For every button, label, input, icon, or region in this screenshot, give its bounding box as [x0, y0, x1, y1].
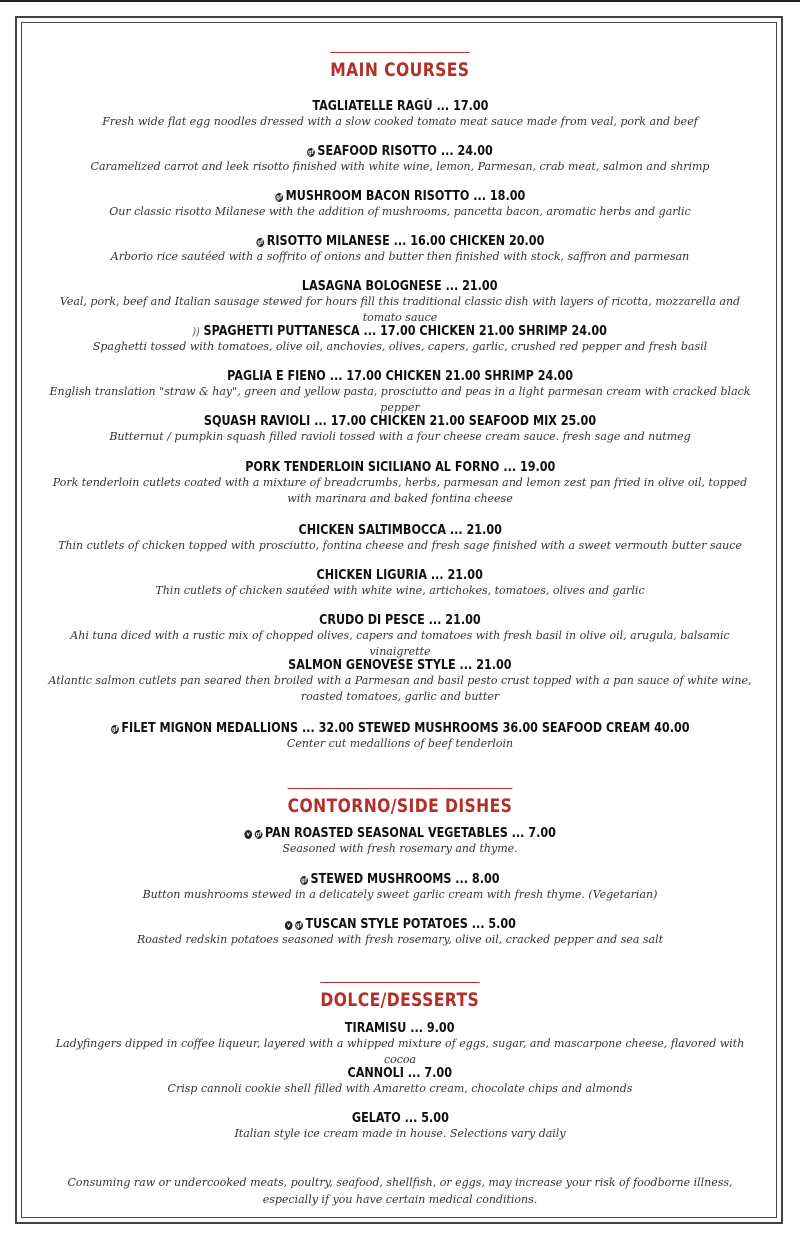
gluten-free-icon: gf — [308, 149, 314, 156]
item-description: Arborio rice sautéed with a soffrito of onions and butter then finished with stock, saffron and parmesan — [110, 250, 690, 263]
menu-item — [22, 320, 778, 355]
menu-item — [22, 140, 778, 175]
gluten-free-icon: gf — [295, 922, 302, 929]
item-description: Spaghetti tossed with tomatoes, olive oil, anchovies, olives, capers, garlic, crushed red pepper and fresh basil — [92, 340, 708, 353]
item-description: Ladyfingers dipped in coffee liqueur, layered with a whipped mixture of eggs, sugar, and mascarpone cheese, flavored with cocoa — [55, 1037, 745, 1066]
item-description: Italian style ice cream made in house. Selections vary daily — [234, 1127, 566, 1140]
item-description: Pork tenderloin cutlets coated with a mixture of breadcrumbs, herbs, parmesan and lemon zest pan fried in olive oil, topped with marinara and baked fontina cheese — [52, 476, 748, 505]
menu-item — [22, 230, 778, 265]
menu-item — [22, 1107, 778, 1142]
item-name: STEWED MUSHROOMS ... 8.00 — [310, 872, 500, 887]
item-name: RISOTTO MILANESE ... 16.00 CHICKEN 20.00 — [266, 234, 544, 249]
menu-item — [22, 95, 778, 130]
item-name: CANNOLI ... 7.00 — [347, 1066, 453, 1081]
item-description: Our classic risotto Milanese with the addition of mushrooms, pancetta bacon, aromatic herbs and garlic — [109, 205, 691, 218]
item-name: SPAGHETTI PUTTANESCA ... 17.00 CHICKEN 21.00 SHRIMP 24.00 — [203, 324, 608, 339]
menu-item — [22, 654, 778, 705]
item-description: Seasoned with fresh rosemary and thyme. — [282, 842, 518, 855]
desserts-title: DOLCE/DESSERTS — [321, 982, 480, 1011]
item-description: Caramelized carrot and leek risotto finished with white wine, lemon, Parmesan, crab meat, salmon and shrimp — [90, 160, 710, 173]
gluten-free-icon: gf — [256, 239, 263, 246]
menu-item — [22, 365, 778, 416]
item-name: PAN ROASTED SEASONAL VEGETABLES ... 7.00 — [264, 826, 556, 841]
menu-item — [22, 1017, 778, 1068]
item-description: Thin cutlets of chicken topped with prosciutto, fontina cheese and fresh sage finished with a sweet vermouth butter sauce — [58, 539, 742, 552]
item-name: TUSCAN STYLE POTATOES ... 5.00 — [305, 917, 516, 932]
item-name: SQUASH RAVIOLI ... 17.00 CHICKEN 21.00 SEAFOOD MIX 25.00 — [203, 414, 597, 429]
vegetarian-icon: v — [244, 830, 252, 839]
item-name: GELATO ... 5.00 — [351, 1111, 449, 1126]
item-description: Center cut medallions of beef tenderloin — [286, 737, 514, 750]
item-description: Button mushrooms stewed in a delicately sweet garlic cream with fresh thyme. (Vegetarian) — [142, 888, 658, 901]
item-name: FILET MIGNON MEDALLIONS ... 32.00 STEWED MUSHROOMS 36.00 SEAFOOD CREAM 40.00 — [121, 721, 690, 736]
item-name: PORK TENDERLOIN SICILIANO AL FORNO ... 19.00 — [244, 460, 556, 475]
gluten-free-icon: gf — [255, 831, 262, 838]
menu-item — [22, 609, 778, 660]
menu-item — [22, 519, 778, 554]
item-name: LASAGNA BOLOGNESE ... 21.00 — [302, 279, 498, 294]
item-name: SALMON GENOVESE STYLE ... 21.00 — [288, 658, 512, 673]
item-description: Atlantic salmon cutlets pan seared then broiled with a Parmesan and basil pesto crust topped with a pan sauce of white wine, roasted tomatoes, garlic and butter — [48, 674, 752, 703]
item-name: MUSHROOM BACON RISOTTO ... 18.00 — [285, 189, 525, 204]
top-rule — [0, 0, 800, 2]
menu-item — [22, 564, 778, 599]
item-name: CHICKEN LIGURIA ... 21.00 — [316, 568, 484, 583]
item-description: Fresh wide flat egg noodles dressed with a slow cooked tomato meat sauce made from veal, pork and beef — [102, 115, 698, 128]
item-description: Thin cutlets of chicken sautéed with white wine, artichokes, tomatoes, olives and garlic — [155, 584, 645, 597]
allergy-disclaimer: Consuming raw or undercooked meats, poultry, seafood, shellfish, or eggs, may increase your risk of foodborne illness, especially if you have certain medical conditions. — [67, 1176, 733, 1206]
gluten-free-icon: gf — [275, 194, 282, 201]
menu-item — [22, 913, 778, 948]
main-courses-title: MAIN COURSES — [330, 52, 469, 81]
gluten-free-icon: gf — [301, 877, 308, 884]
item-description: Butternut / pumpkin squash filled ravioli tossed with a four cheese cream sauce. fresh sage and nutmeg — [109, 430, 691, 443]
item-description: Ahi tuna diced with a rustic mix of chopped olives, capers and tomatoes with fresh basil in olive oil, arugula, balsamic vinaigrette — [70, 629, 730, 658]
menu-item — [22, 410, 778, 445]
item-name: CRUDO DI PESCE ... 21.00 — [319, 613, 481, 628]
menu-item — [22, 275, 778, 326]
gluten-free-icon: gf — [111, 726, 118, 733]
menu-item — [22, 717, 778, 752]
vegetarian-icon: v — [284, 921, 292, 930]
item-name: TAGLIATELLE RAGÙ ... 17.00 — [311, 99, 489, 114]
item-description: Veal, pork, beef and Italian sausage stewed for hours fill this traditional classic dish with layers of ricotta, mozzarella and tomato sauce — [59, 295, 741, 324]
menu-item — [22, 456, 778, 507]
sides-title: CONTORNO/SIDE DISHES — [288, 788, 513, 817]
spicy-icon: )) — [192, 325, 201, 338]
menu-item — [22, 1062, 778, 1097]
item-description: Roasted redskin potatoes seasoned with fresh rosemary, olive oil, cracked pepper and sea salt — [136, 933, 664, 946]
item-description: Crisp cannoli cookie shell filled with Amaretto cream, chocolate chips and almonds — [167, 1082, 633, 1095]
item-name: TIRAMISU ... 9.00 — [345, 1021, 455, 1036]
item-name: SEAFOOD RISOTTO ... 24.00 — [317, 144, 493, 159]
item-name: CHICKEN SALTIMBOCCA ... 21.00 — [298, 523, 502, 538]
menu-item — [22, 822, 778, 857]
item-description: English translation "straw & hay", green and yellow pasta, prosciutto and peas in a light parmesan cream with cracked black pepper — [49, 385, 751, 414]
item-name: PAGLIA E FIENO ... 17.00 CHICKEN 21.00 SHRIMP 24.00 — [227, 369, 573, 384]
menu-item — [22, 185, 778, 220]
menu-item — [22, 868, 778, 903]
